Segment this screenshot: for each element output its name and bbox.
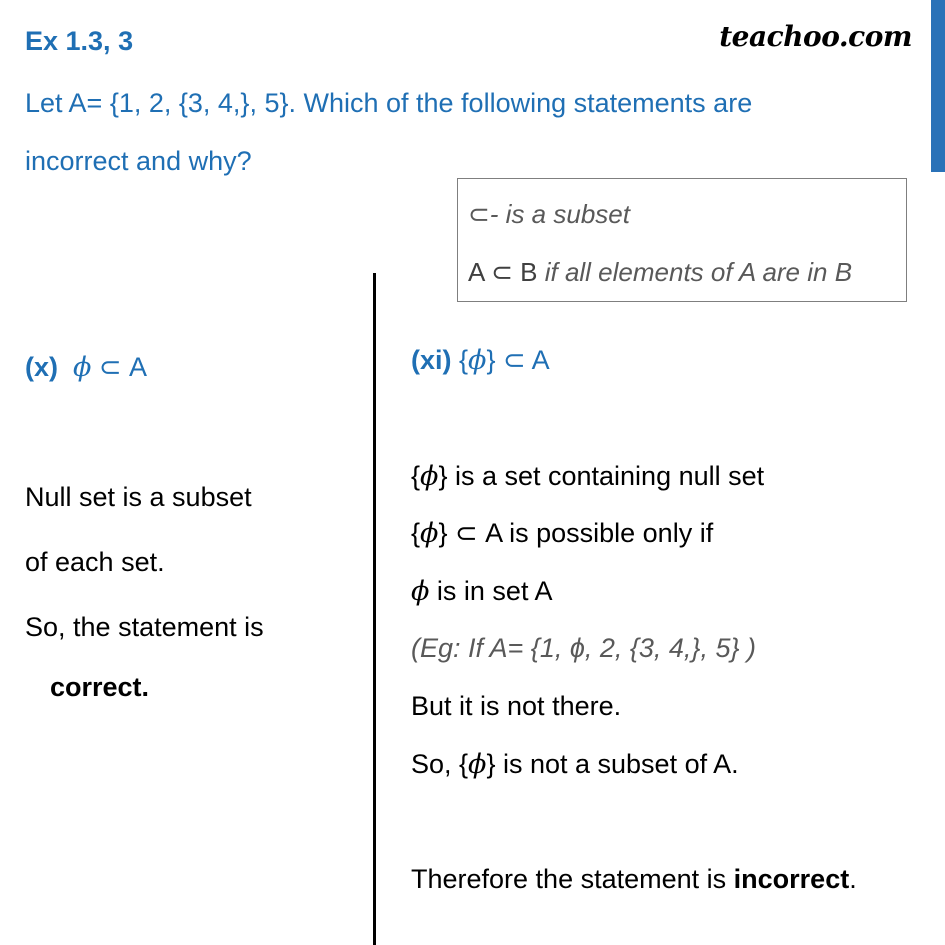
- definition-subset-line: [468, 199, 630, 230]
- exercise-title: Ex 1.3, 3: [25, 26, 134, 56]
- part-xi-heading: [411, 345, 550, 376]
- phi-symbol: ϕ: [468, 345, 487, 376]
- part-xi-example: (Eg: If A= {1, ϕ, 2, {3, 4,}, 5} ): [411, 633, 756, 663]
- part-xi-statement: } ⊂ A: [486, 345, 550, 375]
- part-x-line-3: So, the statement is: [25, 612, 264, 642]
- definition-rule-text: if all elements of A are in B: [544, 257, 853, 287]
- part-xi-line-1: [411, 461, 764, 492]
- question-line-2: incorrect and why?: [25, 146, 252, 176]
- part-x-line-2: of each set.: [25, 547, 165, 577]
- column-divider: [373, 273, 376, 945]
- subset-symbol: ⊂: [468, 199, 490, 229]
- part-x-heading: [25, 352, 147, 383]
- part-x-label: (x): [25, 352, 58, 382]
- part-x-statement: ⊂ A: [91, 352, 148, 382]
- part-xi-line-2: [411, 518, 713, 549]
- part-xi-line-6: [411, 749, 739, 780]
- part-xi-line-6-text: } is not a subset of A.: [486, 749, 739, 779]
- part-xi-line-3-text: is in set A: [429, 576, 553, 606]
- definition-subset-text: - is a subset: [489, 199, 630, 229]
- part-xi-line-3: [411, 576, 552, 607]
- part-xi-label: (xi): [411, 345, 452, 375]
- part-x-conclusion: correct.: [50, 672, 150, 702]
- phi-symbol: ϕ: [420, 461, 439, 492]
- part-xi-line-6-prefix: So, {: [411, 749, 469, 779]
- definition-box: [457, 178, 907, 302]
- part-xi-conclusion: [411, 864, 857, 895]
- phi-symbol: ϕ: [73, 352, 92, 383]
- conclusion-suffix: .: [849, 864, 857, 894]
- part-xi-line-1-text: } is a set containing null set: [438, 461, 765, 491]
- conclusion-prefix: Therefore the statement is: [411, 864, 734, 894]
- part-xi-line-2-text: } ⊂ A is possible only if: [438, 518, 714, 548]
- phi-symbol: ϕ: [468, 749, 487, 780]
- brace-open: {: [411, 518, 421, 548]
- definition-rule-line: [468, 257, 852, 288]
- scroll-indicator[interactable]: [931, 0, 945, 172]
- part-xi-open: {: [451, 345, 469, 375]
- conclusion-verdict: incorrect: [733, 864, 850, 894]
- brace-open: {: [411, 461, 421, 491]
- question-line-1: Let A= {1, 2, {3, 4,}, 5}. Which of the following statements are: [25, 88, 753, 118]
- definition-rule-prefix: A ⊂ B: [468, 257, 545, 287]
- phi-symbol: ϕ: [411, 576, 430, 607]
- part-x-line-1: Null set is a subset: [25, 482, 252, 512]
- teachoo-logo: teachoo.com: [719, 20, 912, 53]
- phi-symbol: ϕ: [420, 518, 439, 549]
- part-xi-line-5: But it is not there.: [411, 691, 622, 721]
